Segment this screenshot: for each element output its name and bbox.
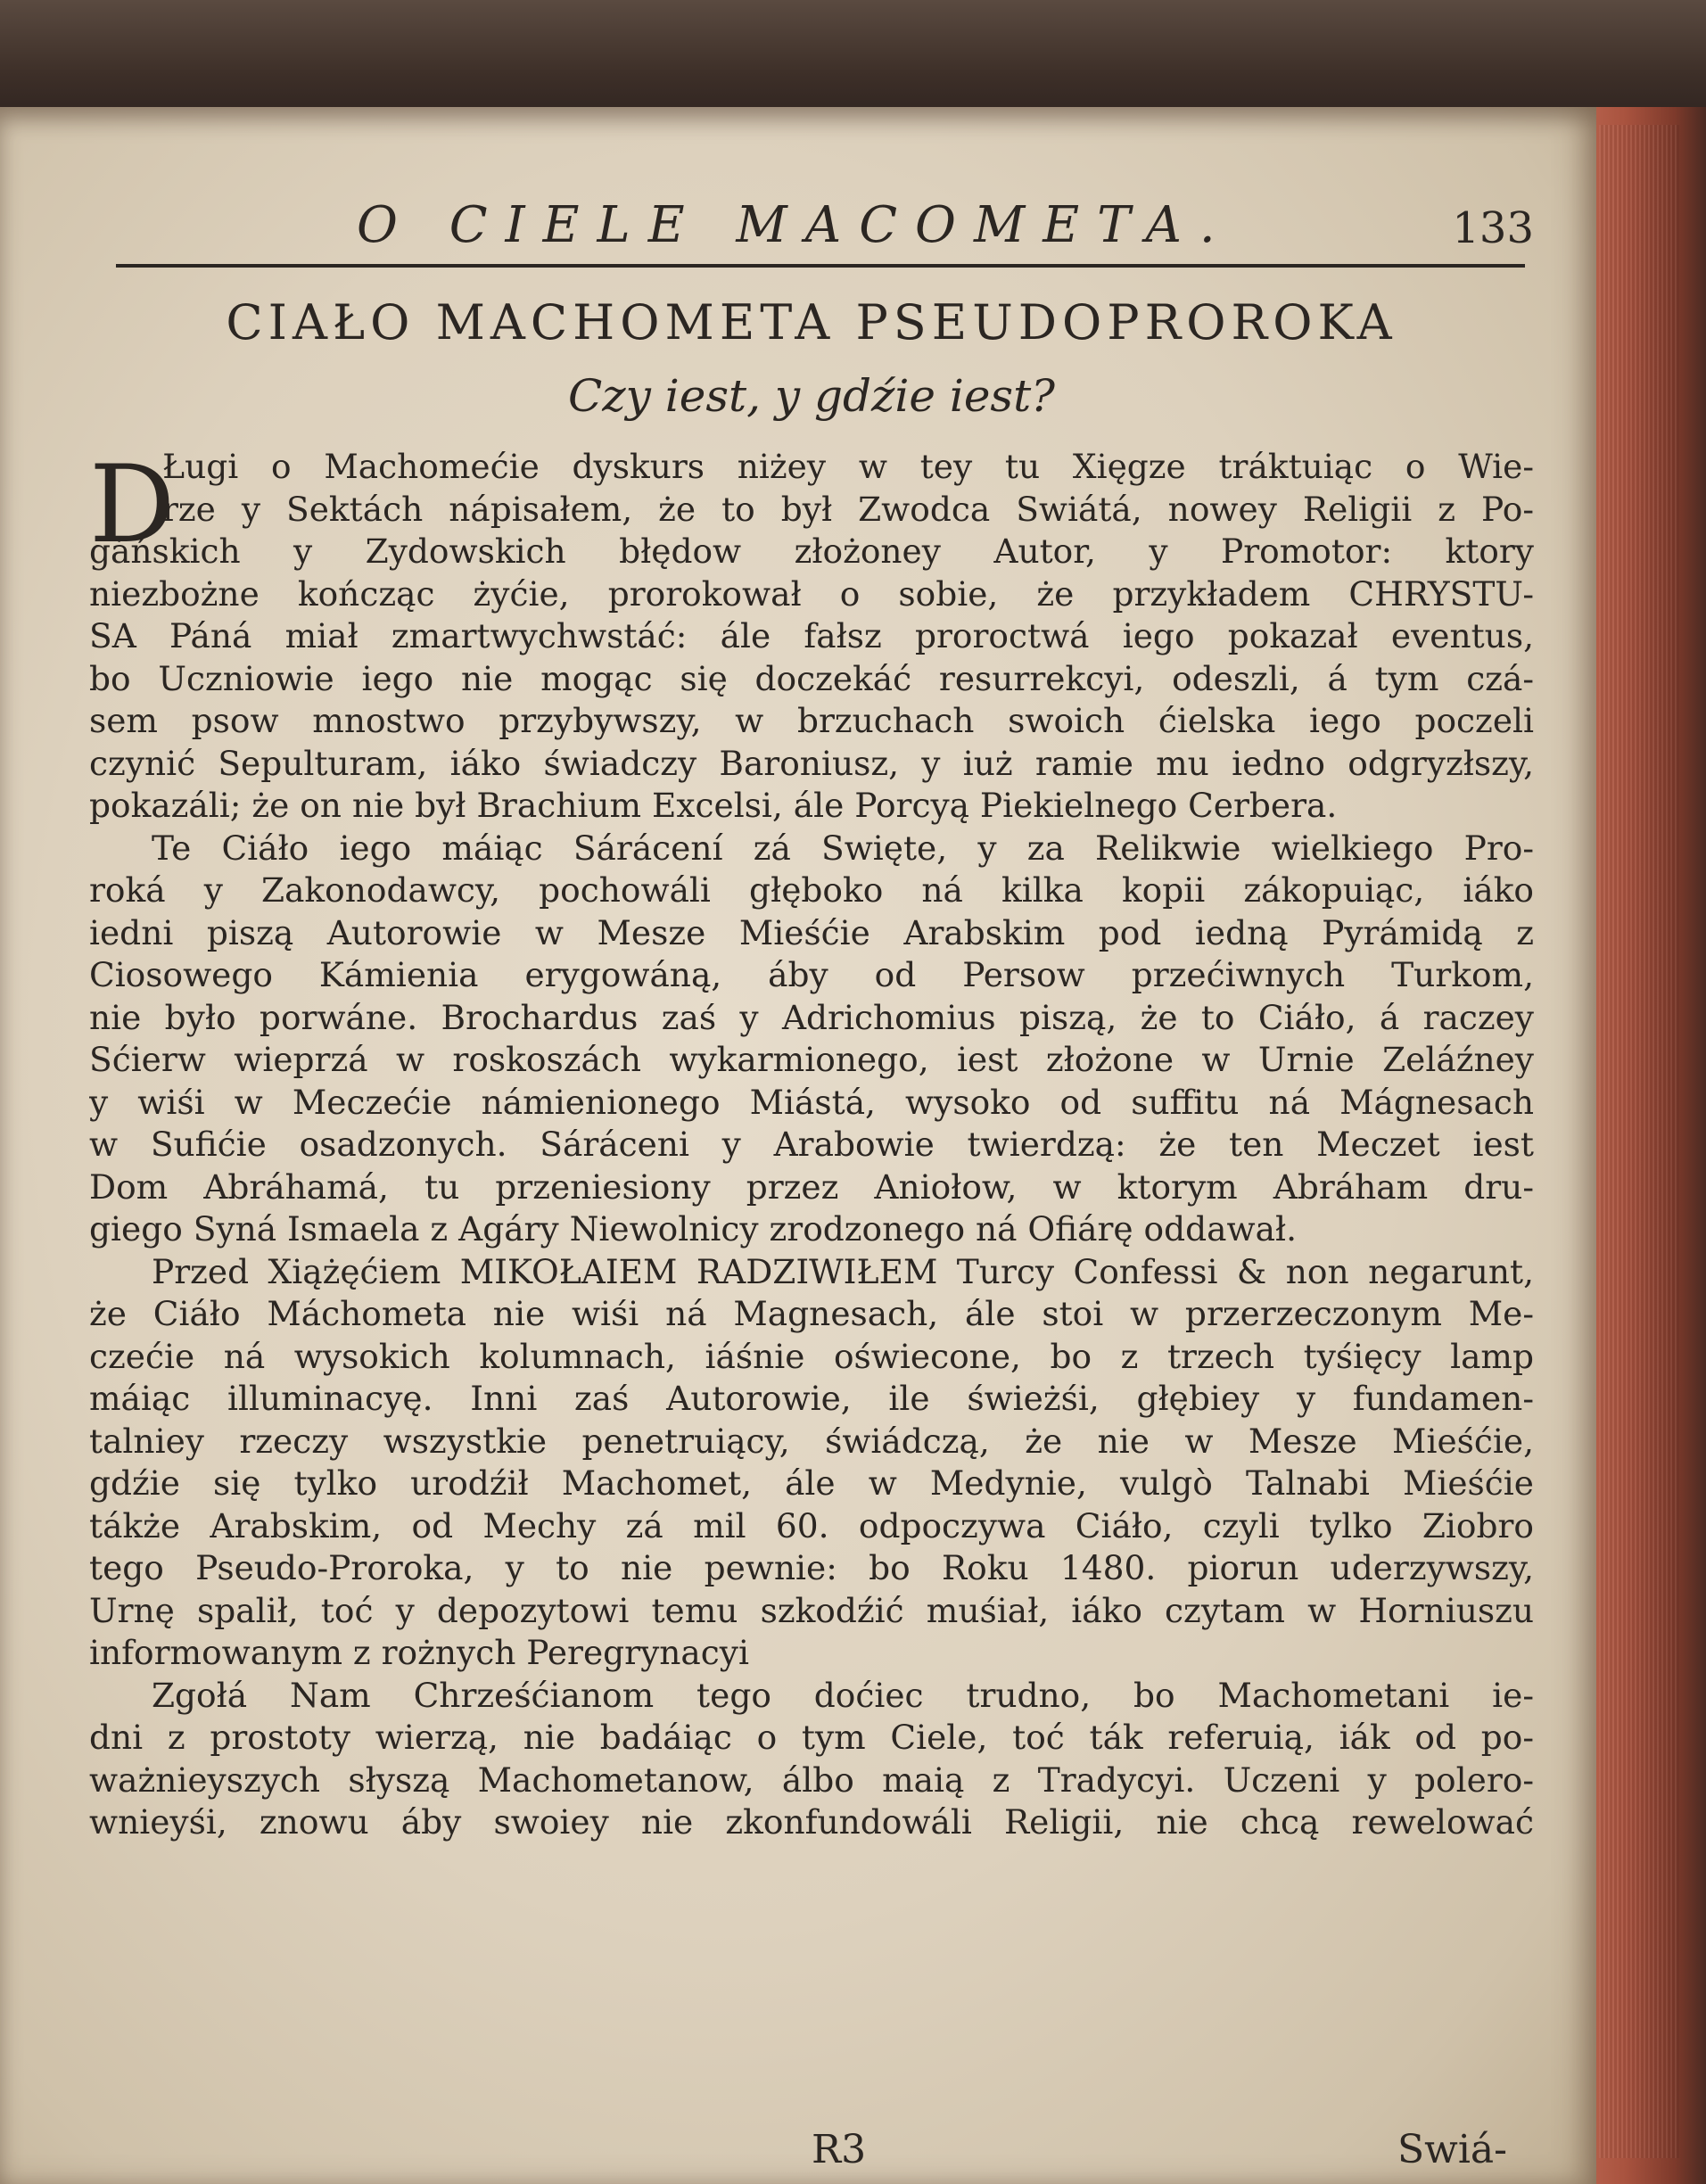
chapter-title: CIAŁO MACHOMETA PSEUDOPROROKA (226, 294, 1397, 350)
chapter-subtitle: Czy iest, y gdźie iest? (568, 370, 1055, 422)
signature-mark: R3 (812, 2127, 867, 2172)
header-rule (116, 264, 1525, 268)
page-footer (89, 2127, 1534, 2180)
text-line: talniey rzeczy wszystkie penetruiący, świádczą, że nie w Mesze Mieśćie, (89, 1421, 1534, 1461)
opening-lines (89, 446, 1534, 531)
text-line: Dom Abráhamá, tu przeniesiony przez Aniołow, w ktorym Abráham dru- (89, 1166, 1534, 1207)
text-line: ważnieyszych słyszą Machometanow, álbo maią z Tradycyi. Uczeni y polero- (89, 1760, 1534, 1800)
drop-cap: D (89, 443, 176, 567)
text-line: sem psow mnostwo przybywszy, w brzuchach swoich ćielska iego poczeli (89, 701, 1534, 740)
catchword: Swiá- (1397, 2127, 1507, 2172)
text-line: Urnę spalił, toć y depozytowi temu szkodźić muśiał, iáko czytam w Horniuszu (89, 1590, 1534, 1630)
body-text (89, 443, 1534, 1844)
text-line: tákże Arabskim, od Mechy zá mil 60. odpoczywa Ciáło, czyli tylko Ziobro (89, 1505, 1534, 1545)
text-line: gáńskich y Zydowskich błędow złożoney Autor, y Promotor: ktory (89, 532, 1534, 571)
page-number: 133 (1452, 203, 1534, 253)
text-line: Ługi o Machomećie dyskurs niżey w tey tu Xięgze tráktuiąc o Wie- (162, 447, 1534, 486)
book-page (0, 107, 1596, 2184)
text-line: Zgołá Nam Chrześćianom tego doćiec trudno, bo Machometani ie- (152, 1675, 1534, 1715)
book-binding (0, 0, 1706, 125)
text-line: dni z prostoty wierzą, nie badáiąc o tym Ciele, toć ták referuią, iák od po- (89, 1718, 1534, 1757)
text-line: czynić Sepulturam, iáko świadczy Baroniusz, y iuż ramie mu iedno odgryzłszy, (89, 743, 1534, 783)
text-line: pokazáli; że on nie był Brachium Excelsi, ále Porcyą Piekielnego Cerbera. (89, 786, 1338, 825)
page-content (89, 178, 1534, 2172)
text-line: czećie ná wysokich kolumnach, iáśnie oświecone, bo z trzech tyśięcy lamp (89, 1336, 1534, 1376)
text-line: giego Syná Ismaela z Agáry Niewolnicy zrodzonego ná Ofiárę oddawał. (89, 1209, 1298, 1249)
text-line: Przed Xiążęćiem MIKOŁAIEM RADZIWIŁEM Turcy Confessi & non negarunt, (152, 1251, 1534, 1291)
text-line: máiąc illuminacyę. Inni zaś Autorowie, ile świeżśi, głębiey y fundamen- (89, 1379, 1534, 1418)
text-line: SA Páná miał zmartwychwstáć: ále fałsz proroctwá iego pokazał eventus, (89, 616, 1534, 655)
running-title: O CIELE MACOMETA. (357, 196, 1233, 254)
text-line: w Sufićie osadzonych. Sáráceni y Arabowie twierdzą: że ten Meczet iest (89, 1125, 1534, 1164)
text-line: niezbożne kończąc żyćie, prorokował o sobie, że przykładem CHRYSTU- (89, 573, 1534, 614)
text-line: wnieyśi, znowu áby swoiey nie zkonfundowáli Religii, nie chcą rewelować (89, 1802, 1534, 1842)
running-head (116, 178, 1534, 259)
text-line: Te Ciáło iego máiąc Sárácení zá Swięte, y za Relikwie wielkiego Pro- (152, 828, 1534, 868)
text-line: Sćierw wieprzá w roskoszách wykarmionego, iest złożone w Urnie Zeláźney (89, 1040, 1534, 1079)
text-line: że Ciáło Máchometa nie wiśi ná Magnesach, ále stoi w przerzeczonym Me- (89, 1294, 1534, 1333)
text-line: informowanym z rożnych Peregrynacyi (89, 1633, 749, 1672)
text-line: gdźie się tylko urodźił Machomet, ále w Medynie, vulgò Talnabi Mieśćie (89, 1463, 1534, 1503)
text-line: Ciosowego Kámienia erygowáną, áby od Persow przećiwnych Turkom, (89, 955, 1534, 994)
text-line: roká y Zakonodawcy, pochowáli głęboko ná kilka kopii zákopuiąc, iáko (89, 870, 1534, 910)
text-line: iedni piszą Autorowie w Mesze Mieśćie Arabskim pod iedną Pyrámidą z (89, 912, 1534, 952)
text-line: nie było porwáne. Brochardus zaś y Adrichomius piszą, że to Ciáło, á raczey (89, 997, 1534, 1037)
text-line: y wiśi w Meczećie námienionego Miástá, wysoko od suffitu ná Mágnesach (89, 1082, 1534, 1122)
text-line: tego Pseudo-Proroka, y to nie pewnie: bo Roku 1480. piorun uderzywszy, (89, 1548, 1534, 1587)
text-line: bo Uczniowie iego nie mogąc się doczekáć resurrekcyi, odeszli, á tym czá- (89, 658, 1534, 698)
page-edge-texture (1599, 125, 1679, 2158)
text-line: rze y Sektách nápisałem, że to był Zwodca Swiátá, nowey Religii z Po- (162, 489, 1534, 529)
